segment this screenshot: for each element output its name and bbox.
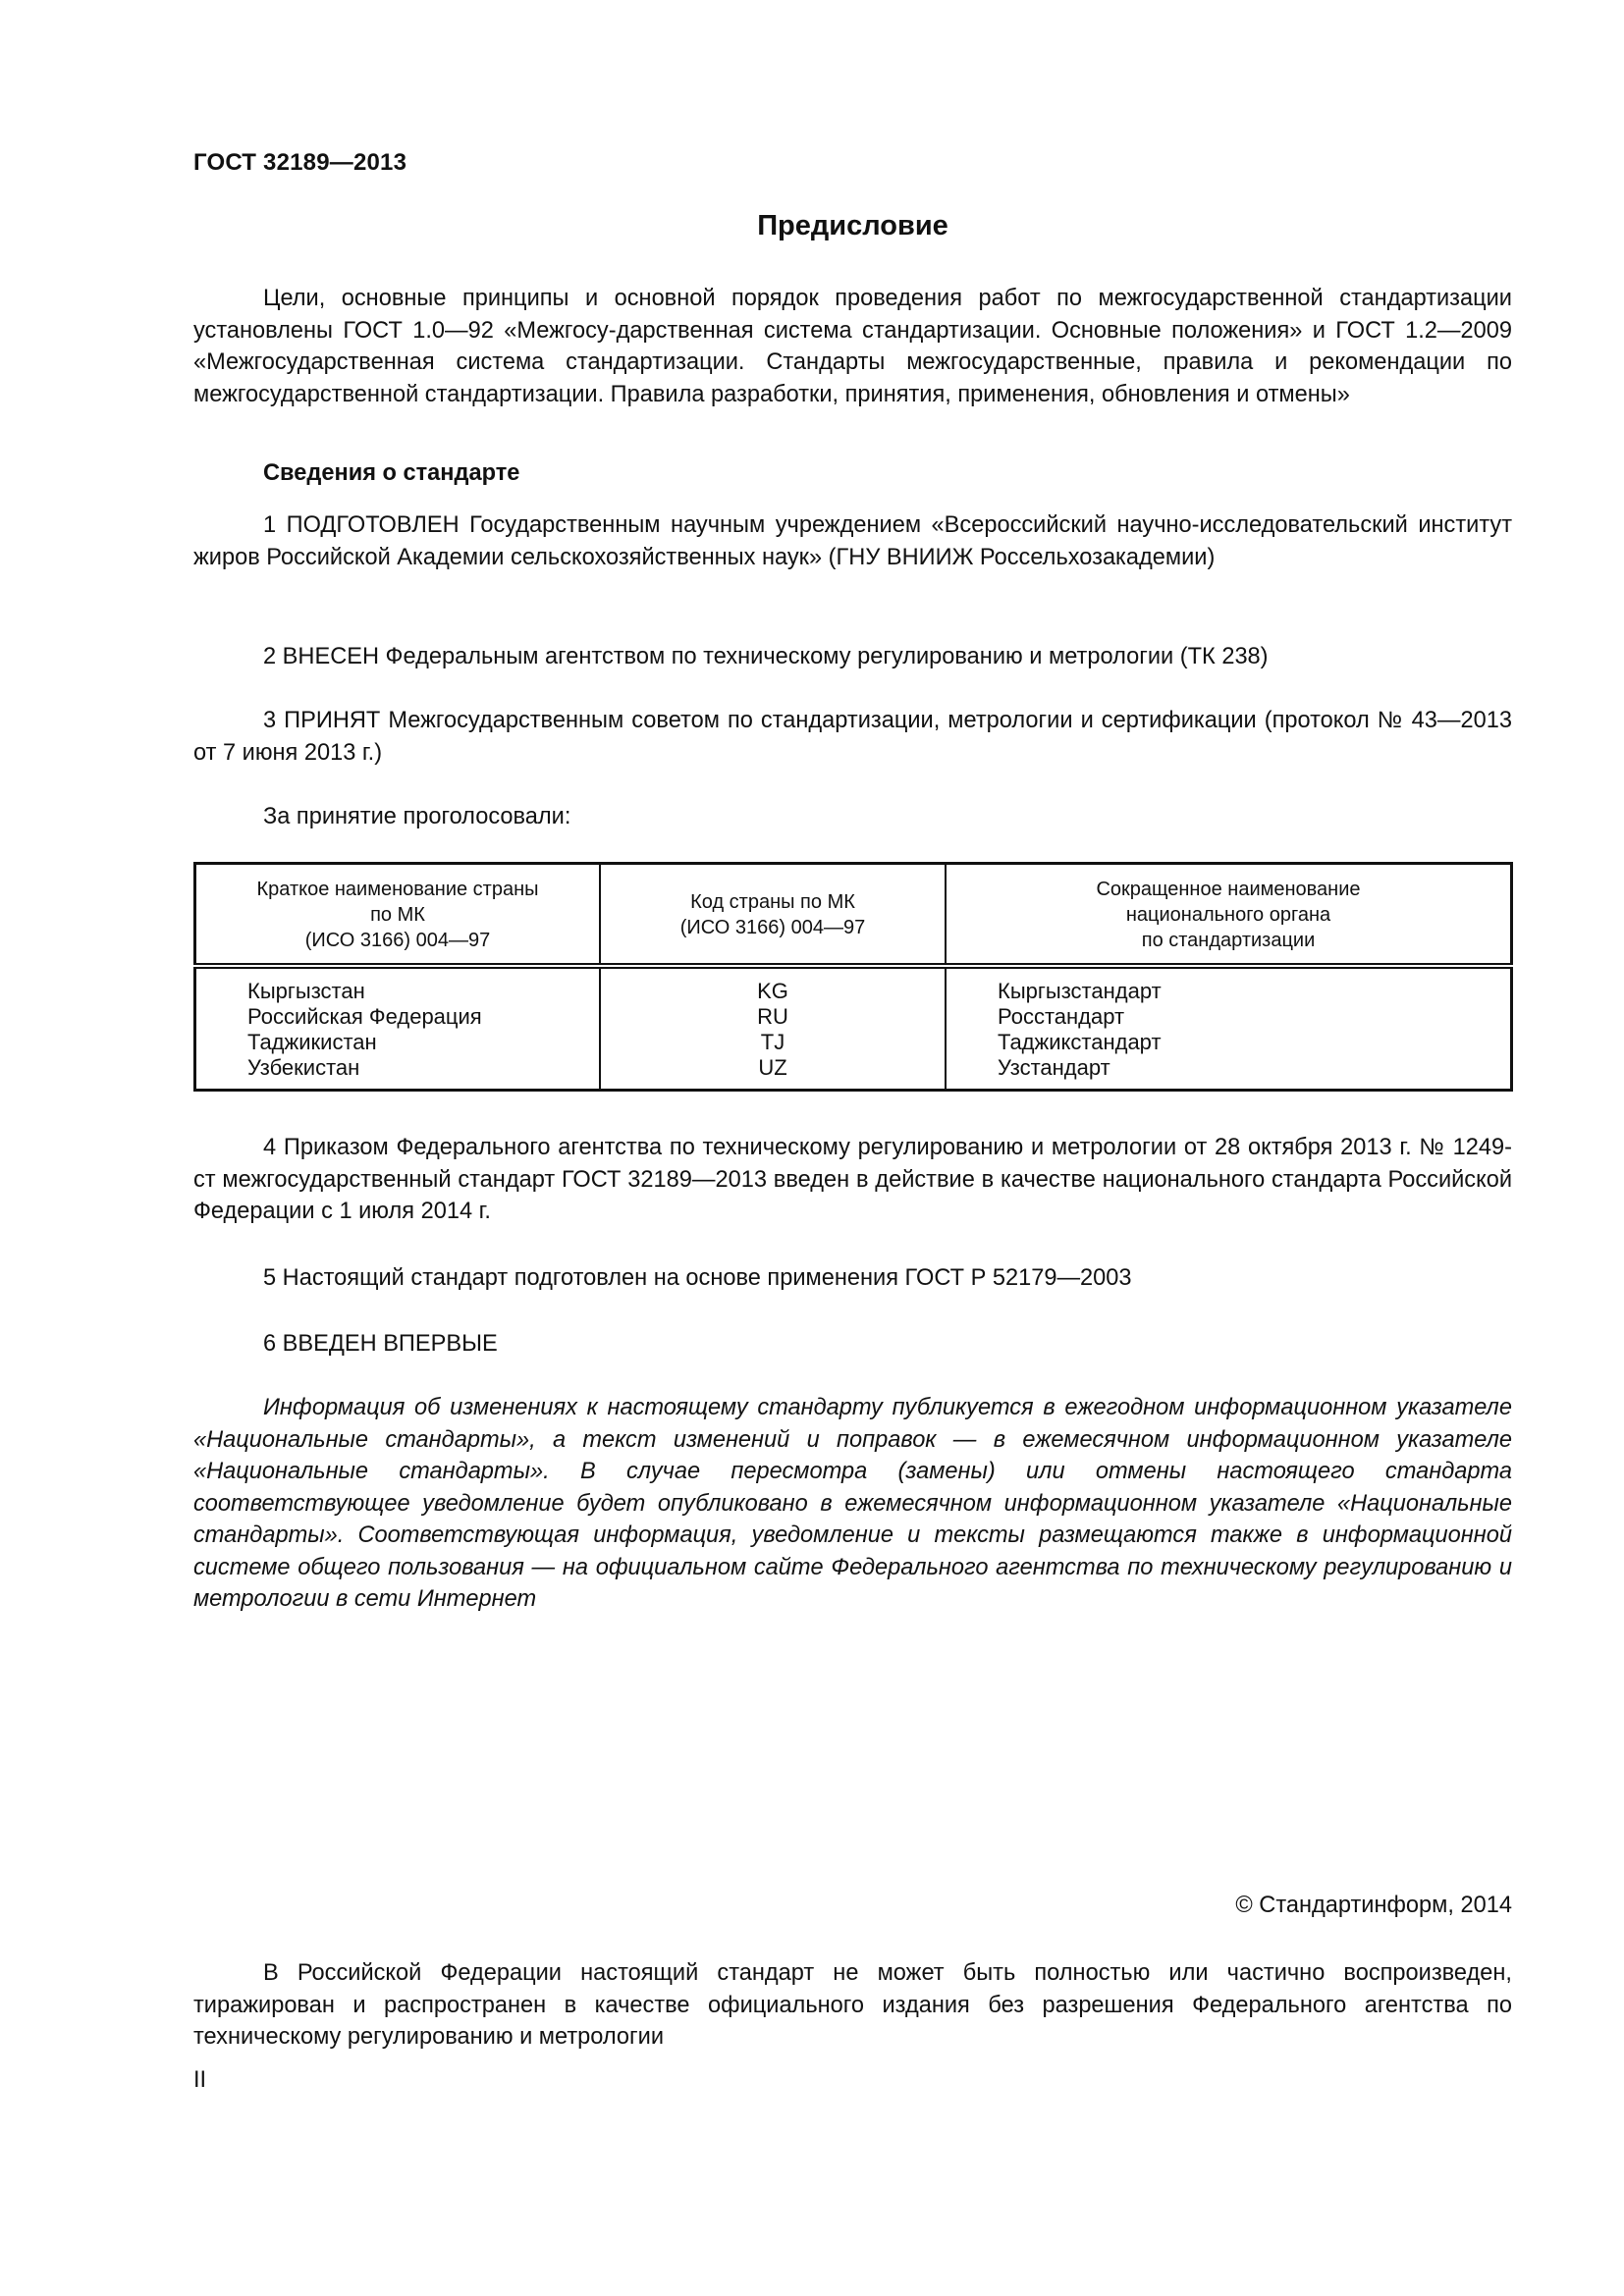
document-code: ГОСТ 32189—2013 (193, 149, 407, 176)
country-name: Таджикистан (247, 1030, 377, 1054)
rights-notice: В Российской Федерации настоящий стандарт не может быть полностью или частично воспроизведен, тиражирован и распространен в качестве официального издания без разрешения Федерального агентства по техническому регулированию и метрологии (193, 1960, 1512, 2050)
country-name: Кыргызстан (247, 979, 365, 1003)
page-number: II (193, 2067, 207, 2093)
item-6-first-introduced: 6 ВВЕДЕН ВПЕРВЫЕ (263, 1331, 498, 1357)
copyright-notice: © Стандартинформ, 2014 (1235, 1893, 1512, 1918)
country-code: UZ (758, 1055, 787, 1080)
section-heading-standard-info: Сведения о стандарте (263, 460, 520, 486)
item-1-prepared: 1 ПОДГОТОВЛЕН Государственным научным учреждением «Всероссийский научно-исследовательский институт жиров Российской Академии сельскохозяйственных наук» (ГНУ ВНИИЖ Россельхозакадемии) (193, 512, 1512, 570)
country-code: KG (757, 979, 788, 1003)
item-3-adopted: 3 ПРИНЯТ Межгосударственным советом по стандартизации, метрологии и сертификации (протокол № 43—2013 от 7 июня 2013 г.) (193, 708, 1512, 766)
standards-body: Узстандарт (998, 1055, 1110, 1080)
standards-body: Таджикстандарт (998, 1030, 1162, 1054)
changes-notice: Информация об изменениях к настоящему стандарту публикуется в ежегодном информационном указателе «Национальные стандарты», а текст изменений и поправок — в ежемесячном информационном указателе «Национальные стандарты». В случае пересмотра (замены) или отмены настоящего стандарта соответствующее уведомление будет опубликовано в ежемесячном информационном указателе «Национальные стандарты». Соответствующая информация, уведомление и тексты размещаются также в информационной системе общего пользования — на официальном сайте Федерального агентства по техническому регулированию и метрологии в сети Интернет (193, 1395, 1512, 1612)
standards-body: Росстандарт (998, 1004, 1125, 1029)
country-code: RU (757, 1004, 788, 1029)
country-name: Узбекистан (247, 1055, 360, 1080)
table-row (195, 966, 1512, 1091)
standards-body: Кыргызстандарт (998, 979, 1162, 1003)
header-country-name: Краткое наименование страны по МК (ИСО 3166) 004—97 (195, 864, 601, 967)
item-4-order: 4 Приказом Федерального агентства по техническому регулированию и метрологии от 28 октября 2013 г. № 1249-ст межгосударственный стандарт ГОСТ 32189—2013 введен в действие в качестве национального стандарта Российской Федерации с 1 июля 2014 г. (193, 1135, 1512, 1224)
intro-paragraph: Цели, основные принципы и основной порядок проведения работ по межгосударственной стандартизации установлены ГОСТ 1.0—92 «Межгосу-дарственная система стандартизации. Основные положения» и ГОСТ 1.2—2009 «Межгосударственная система стандартизации. Стандарты межгосударственные, правила и рекомендации по межгосударственной стандартизации. Правила разработки, принятия, применения, обновления и отмены» (193, 286, 1512, 407)
standards-bodies-cell (946, 966, 1512, 1091)
item-2-introduced: 2 ВНЕСЕН Федеральным агентством по техническому регулированию и метрологии (ТК 238) (263, 644, 1269, 669)
country-name: Российская Федерация (247, 1004, 482, 1029)
page-title: Предисловие (757, 210, 948, 241)
item-5-basis: 5 Настоящий стандарт подготовлен на основе применения ГОСТ Р 52179—2003 (263, 1265, 1132, 1291)
country-code: TJ (760, 1030, 785, 1054)
header-country-code: Код страны по МК (ИСО 3166) 004—97 (600, 864, 946, 967)
country-names-cell (195, 966, 601, 1091)
voted-label: За принятие проголосовали: (263, 804, 571, 829)
country-codes-cell (600, 966, 946, 1091)
header-standards-body: Сокращенное наименование национального органа по стандартизации (946, 864, 1512, 967)
voting-countries-table (193, 862, 1513, 1092)
table-header-row (195, 864, 1512, 967)
